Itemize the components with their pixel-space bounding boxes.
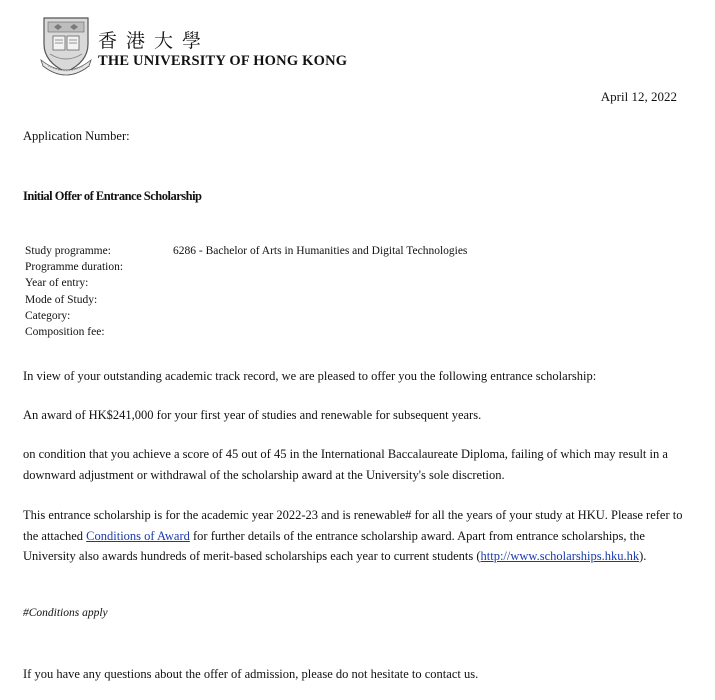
detail-row-study-programme xyxy=(25,243,467,259)
scholarships-website-link[interactable]: http://www.scholarships.hku.hk xyxy=(480,549,640,563)
award-paragraph: An award of HK$241,000 for your first year of studies and renewable for subsequent years. xyxy=(23,408,482,422)
detail-label: Category: xyxy=(25,309,71,322)
detail-label: Mode of Study: xyxy=(25,293,98,306)
offer-title: Initial Offer of Entrance Scholarship xyxy=(23,189,202,203)
university-name-chinese: 香港大學 xyxy=(98,30,211,52)
renewal-text-part1: This entrance scholarship is for the academic year 2022-23 and is renewable# for all the years of your study at HKU. Please refer to the attached xyxy=(23,508,683,543)
detail-value: 6286 - Bachelor of Arts in Humanities and Digital Technologies xyxy=(173,245,468,257)
detail-row-programme-duration xyxy=(25,259,467,275)
renewal-text-part3: ). xyxy=(639,549,647,563)
condition-paragraph: on condition that you achieve a score of 45 out of 45 in the International Baccalaureate Diploma, failing of which may result in a downward adjustment or withdrawal of the scholarship award at the University's sole discretion. xyxy=(23,447,668,482)
application-number-label: Application Number: xyxy=(23,129,130,143)
detail-label: Study programme: xyxy=(25,245,111,257)
hku-crest-icon xyxy=(40,14,92,76)
conditions-apply-note: #Conditions apply xyxy=(23,607,108,619)
renewal-paragraph xyxy=(23,505,683,567)
programme-details xyxy=(25,243,467,340)
detail-label: Programme duration: xyxy=(25,261,124,274)
conditions-of-award-link[interactable]: Conditions of Award xyxy=(86,528,190,543)
detail-label: Year of entry: xyxy=(25,277,89,290)
detail-row-mode-of-study xyxy=(25,292,467,308)
renewal-text-part2: for further details of the entrance scholarship award. Apart from entrance scholarships, the University also awards hundreds of merit-based scholarships each year to current students ( xyxy=(23,528,645,563)
intro-paragraph: In view of your outstanding academic track record, we are pleased to offer you the following entrance scholarship: xyxy=(23,369,597,383)
detail-row-composition-fee xyxy=(25,324,467,340)
university-name-english: THE UNIVERSITY OF HONG KONG xyxy=(98,53,348,69)
contact-paragraph: If you have any questions about the offer of admission, please do not hesitate to contact us. xyxy=(23,667,479,681)
detail-row-year-of-entry xyxy=(25,275,467,291)
detail-row-category xyxy=(25,308,467,324)
detail-label: Composition fee: xyxy=(25,325,105,338)
letter-date: April 12, 2022 xyxy=(600,89,677,104)
